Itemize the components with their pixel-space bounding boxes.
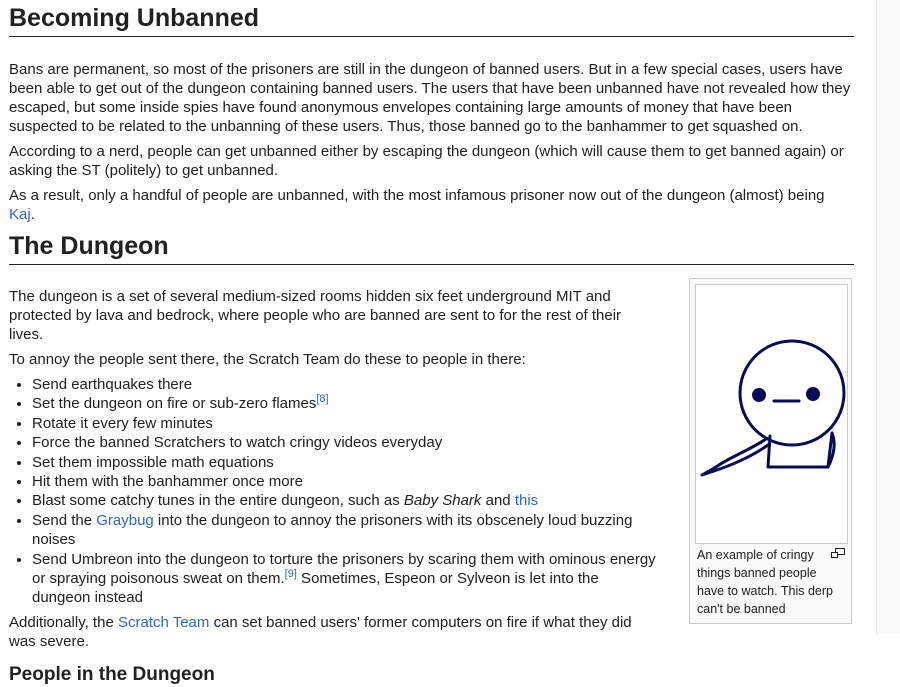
list-item: • Force the banned Scratchers to watch cringy videos everyday [32, 433, 659, 452]
thumbnail-caption: An example of cringy things banned people have to watch. This derp can't be banned [697, 546, 847, 618]
derp-drawing [696, 285, 847, 543]
paragraph: According to a nerd, people can get unbanned either by escaping the dungeon (which will cause them to get banned again) or asking the ST (politely) to get unbanned. [9, 143, 844, 179]
annoyance-list [9, 375, 659, 608]
image-thumbnail [689, 278, 852, 624]
link-kaj[interactable]: Kaj [9, 206, 31, 223]
paragraph: To annoy the people sent there, the Scratch Team do these to people in there: [9, 351, 526, 368]
link-scratch-team[interactable]: Scratch Team [117, 613, 210, 631]
paragraph: The dungeon is a set of several medium-sized rooms hidden six feet underground MIT and protected by lava and bedrock, where people who are banned are sent to for the rest of their lives. [9, 288, 622, 343]
link-this[interactable]: this [514, 492, 539, 510]
list-item: • Rotate it every few minutes [32, 414, 659, 433]
reference-8-link[interactable]: [8] [316, 393, 329, 406]
paragraph: Bans are permanent, so most of the prisoners are still in the dungeon of banned users. But in a few special cases, users have been able to get out of the dungeon containing banned users. The users that have been unbanned have not revealed how they escaped, but some inside spies have found anonymous envelopes containing large amounts of money that have been suspected to be related to the unbanning of these users. Thus, those banned go to the banhammer to get squashed on. [9, 61, 851, 135]
list-item: • Set them impossible math equations [32, 453, 659, 472]
list-item: • Send Umbreon into the dungeon to torture the prisoners by scaring them with ominous energy or spraying poisonous sweat on them.[9] Sometimes, Espeon or Sylveon is let into the dungeon instead [32, 550, 659, 608]
list-item: • Hit them with the banhammer once more [32, 472, 659, 491]
list-item: • Send earthquakes there [32, 375, 659, 394]
dungeon-section [9, 287, 659, 687]
heading-the-dungeon: The Dungeon [9, 231, 854, 265]
enlarge-icon[interactable] [831, 546, 845, 564]
paragraph: As a result, only a handful of people are unbanned, with the most infamous prisoner now out of the dungeon (almost) being Kaj. [9, 187, 825, 223]
derp-image[interactable] [695, 284, 848, 544]
list-item: • Send the Graybug into the dungeon to annoy the prisoners with its obscenely loud buzzing noises [32, 511, 659, 550]
list-item: • Blast some catchy tunes in the entire dungeon, such as Baby Shark and this [32, 491, 659, 510]
link-graybug[interactable]: Graybug [96, 511, 154, 529]
reference-9-link[interactable]: [9] [284, 568, 297, 581]
scrollbar[interactable] [876, 0, 900, 634]
list-item: • Set the dungeon on fire or sub-zero flames[8] [32, 394, 659, 413]
heading-people-in-dungeon: People in the Dungeon [9, 663, 215, 685]
heading-becoming-unbanned: Becoming Unbanned [9, 3, 854, 37]
paragraph: Additionally, the Scratch Team can set banned users' former computers on fire if what they did was severe. [9, 613, 632, 650]
